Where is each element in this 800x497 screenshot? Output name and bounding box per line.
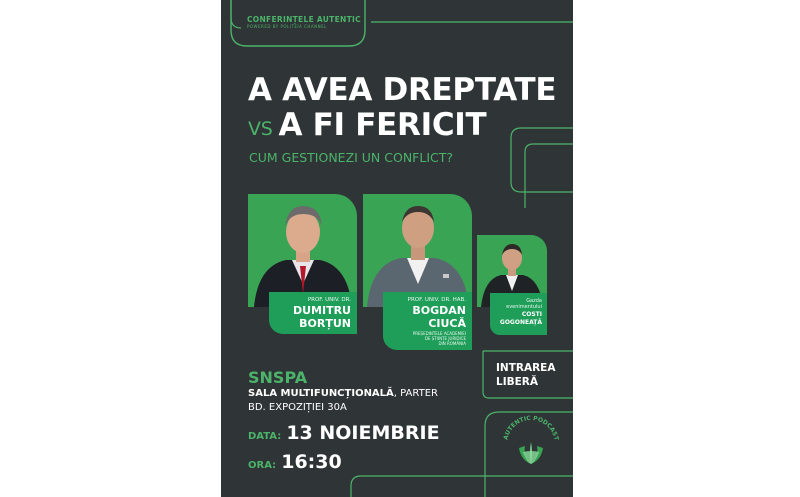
date-value: 13 NOIEMBRIE [286, 422, 440, 444]
event-poster [221, 0, 573, 497]
host-role-line-1: Gazda [526, 298, 542, 304]
venue-name: SNSPA [248, 368, 308, 387]
headline-line-2 [248, 107, 486, 143]
vs-label: VS [248, 118, 273, 140]
brand-title: CONFERINȚELE AUTENTIC [247, 15, 361, 24]
free-entry-line-1: INTRAREA [496, 362, 556, 374]
podcast-logo [501, 410, 561, 480]
time-value: 16:30 [281, 451, 342, 473]
speaker-1-role: PROF. UNIV. DR. [307, 297, 351, 303]
speaker-2-affiliation-line-1: PREȘEDINTELE ACADEMIEI [412, 331, 466, 336]
speaker-2-affiliation-line-2: DE ȘTIINȚE JURIDICE [424, 336, 466, 341]
time-label: ORA: [248, 460, 277, 471]
podcast-icon [501, 410, 561, 480]
venue-hall-floor: , PARTER [393, 388, 438, 399]
event-time [248, 451, 342, 473]
speaker-2-portrait [363, 194, 472, 307]
brand-subtitle: POWERED BY POLITEIA CHANNEL [247, 24, 327, 29]
speaker-2-last-name: CIUCĂ [428, 317, 466, 330]
speaker-2-affiliation-line-3: DIN ROMÂNIA [438, 341, 466, 346]
podcast-label: AUTENTIC PODCAST [502, 414, 560, 442]
speaker-1-namecard [269, 292, 357, 334]
venue-address: BD. EXPOZIȚIEI 30A [248, 402, 347, 413]
headline-line-2-text: A FI FERICIT [278, 107, 487, 143]
speaker-1-last-name: BORȚUN [299, 317, 351, 330]
event-date [248, 422, 440, 444]
headline-line-1: A AVEA DREPTATE [248, 72, 557, 108]
speaker-2-affiliation [383, 329, 472, 346]
speaker-1-photo [248, 194, 357, 307]
date-label: DATA: [248, 431, 282, 442]
speaker-2-namecard [383, 292, 472, 350]
host-last-name: GOGONEAȚĂ [499, 319, 542, 326]
venue-hall [248, 388, 438, 399]
free-entry-badge [483, 351, 573, 395]
host-namecard [490, 293, 547, 335]
free-entry-line-2: LIBERĂ [496, 376, 538, 388]
speaker-2-first-name: BOGDAN [412, 304, 466, 317]
host-first-name: COSTI [521, 311, 542, 318]
speaker-1-portrait [248, 194, 357, 307]
speaker-2-photo [363, 194, 472, 307]
speaker-1-first-name: DUMITRU [292, 304, 351, 317]
host-role-line-2: evenimentului [506, 304, 542, 310]
venue-hall-name: SALA MULTIFUNCȚIONALĂ [248, 388, 394, 399]
host-role [490, 293, 547, 310]
headline-subtitle: CUM GESTIONEZI UN CONFLICT? [249, 150, 454, 165]
speaker-2-role: PROF. UNIV. DR. HAB. [407, 297, 466, 303]
